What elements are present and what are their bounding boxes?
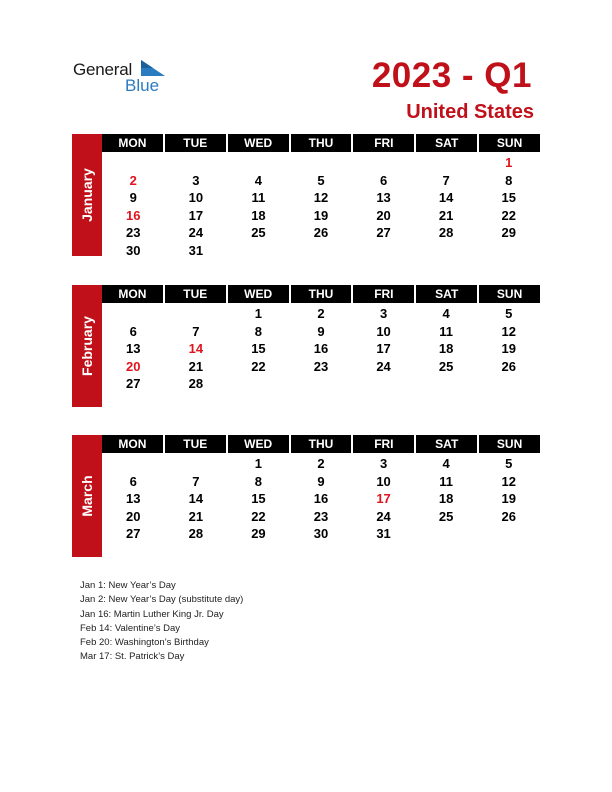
day-cell: 8 bbox=[254, 323, 263, 339]
day-cell: 18 bbox=[438, 491, 454, 507]
day-cell: 19 bbox=[501, 341, 516, 357]
day-cell: 24 bbox=[188, 225, 204, 241]
day-cell: 5 bbox=[317, 172, 325, 188]
day-cell: 11 bbox=[439, 323, 453, 339]
day-cell: 18 bbox=[251, 207, 266, 223]
holiday-notes bbox=[80, 579, 243, 665]
weekday-sun: SUN bbox=[479, 285, 540, 303]
weekday-sat: SAT bbox=[416, 435, 477, 453]
day-cell: 29 bbox=[251, 526, 266, 542]
weekday-thu: THU bbox=[291, 134, 352, 152]
weekday-wed: WED bbox=[228, 435, 289, 453]
day-cell: 7 bbox=[192, 323, 200, 339]
day-cell: 6 bbox=[129, 323, 137, 339]
day-cell: 14 bbox=[188, 341, 204, 357]
weekday-tue: TUE bbox=[165, 435, 226, 453]
brand-logo bbox=[73, 58, 173, 98]
weekday-sat: SAT bbox=[416, 134, 477, 152]
day-cell: 4 bbox=[442, 306, 450, 321]
day-cell: 23 bbox=[126, 225, 141, 241]
day-cell: 22 bbox=[251, 508, 266, 524]
day-grid bbox=[102, 154, 540, 260]
empty-day-cell bbox=[352, 375, 415, 393]
empty-day-cell bbox=[227, 154, 290, 172]
page-title: 2023 - Q1 bbox=[371, 56, 532, 95]
weekday-wed: WED bbox=[228, 134, 289, 152]
day-cell: 23 bbox=[313, 508, 329, 524]
holiday-note: Jan 16: Martin Luther King Jr. Day bbox=[80, 608, 224, 620]
day-grid bbox=[102, 305, 540, 393]
day-cell: 4 bbox=[254, 172, 263, 188]
empty-day-cell bbox=[415, 525, 478, 543]
day-cell: 17 bbox=[188, 207, 204, 223]
day-grid bbox=[102, 455, 540, 543]
day-cell: 15 bbox=[501, 190, 516, 206]
weekday-fri: FRI bbox=[353, 435, 414, 453]
day-cell: 3 bbox=[379, 306, 388, 321]
day-cell: 21 bbox=[188, 358, 204, 374]
day-cell: 25 bbox=[438, 358, 454, 374]
day-cell: 17 bbox=[376, 491, 391, 507]
day-cell: 26 bbox=[313, 225, 329, 241]
day-cell: 25 bbox=[251, 225, 266, 241]
day-cell: 29 bbox=[501, 225, 516, 241]
day-cell: 23 bbox=[313, 358, 329, 374]
flag-icon bbox=[141, 60, 165, 76]
weekday-sun: SUN bbox=[479, 435, 540, 453]
day-cell: 21 bbox=[438, 207, 454, 223]
day-cell: 2 bbox=[317, 456, 325, 471]
holiday-note: Jan 1: New Year’s Day bbox=[80, 580, 176, 591]
day-cell: 9 bbox=[317, 473, 325, 489]
day-cell: 14 bbox=[188, 491, 204, 507]
month-label-bar bbox=[72, 134, 102, 256]
weekday-header bbox=[102, 435, 540, 453]
day-cell: 4 bbox=[442, 456, 450, 471]
empty-day-cell bbox=[477, 525, 540, 543]
weekday-header bbox=[102, 285, 540, 303]
day-cell: 13 bbox=[126, 341, 141, 357]
weekday-wed: WED bbox=[228, 285, 289, 303]
day-cell: 13 bbox=[376, 190, 391, 206]
weekday-fri: FRI bbox=[353, 285, 414, 303]
weekday-mon: MON bbox=[102, 435, 163, 453]
day-cell: 7 bbox=[442, 172, 450, 188]
empty-day-cell bbox=[290, 375, 353, 393]
empty-day-cell bbox=[102, 455, 165, 473]
month-label-bar bbox=[72, 285, 102, 407]
day-cell: 24 bbox=[376, 358, 391, 374]
empty-day-cell bbox=[352, 242, 415, 260]
day-cell: 12 bbox=[501, 323, 516, 339]
day-cell: 31 bbox=[188, 242, 204, 258]
empty-day-cell bbox=[415, 242, 478, 260]
day-cell: 17 bbox=[376, 341, 391, 357]
weekday-mon: MON bbox=[102, 134, 163, 152]
empty-day-cell bbox=[102, 154, 165, 172]
holiday-note: Feb 14: Valentine’s Day bbox=[80, 622, 180, 634]
day-cell: 22 bbox=[251, 358, 266, 374]
day-cell: 1 bbox=[254, 456, 263, 471]
day-cell: 2 bbox=[317, 306, 325, 321]
day-cell: 30 bbox=[126, 242, 141, 258]
day-cell: 28 bbox=[438, 225, 454, 241]
brand-name-blue: Blue bbox=[125, 76, 160, 95]
day-cell: 5 bbox=[505, 306, 513, 321]
weekday-mon: MON bbox=[102, 285, 163, 303]
day-cell: 19 bbox=[313, 207, 329, 223]
empty-day-cell bbox=[477, 375, 540, 393]
day-cell: 20 bbox=[126, 508, 141, 524]
day-cell: 30 bbox=[313, 526, 329, 542]
weekday-fri: FRI bbox=[353, 134, 414, 152]
day-cell: 28 bbox=[188, 526, 204, 542]
brand-name-general: General bbox=[73, 60, 133, 79]
day-cell: 24 bbox=[376, 508, 391, 524]
day-cell: 20 bbox=[376, 207, 391, 223]
day-cell: 19 bbox=[501, 491, 516, 507]
day-cell: 9 bbox=[129, 190, 137, 206]
empty-day-cell bbox=[477, 242, 540, 260]
day-cell: 13 bbox=[126, 491, 141, 507]
month-label-bar bbox=[72, 435, 102, 557]
day-cell: 1 bbox=[505, 155, 513, 170]
weekday-thu: THU bbox=[291, 435, 352, 453]
day-cell: 15 bbox=[251, 491, 266, 507]
day-cell: 21 bbox=[188, 508, 204, 524]
day-cell: 26 bbox=[501, 508, 516, 524]
day-cell: 15 bbox=[251, 341, 266, 357]
day-cell: 6 bbox=[379, 172, 388, 188]
weekday-tue: TUE bbox=[165, 134, 226, 152]
month-name: February bbox=[79, 316, 95, 376]
day-cell: 27 bbox=[126, 376, 141, 392]
empty-day-cell bbox=[290, 154, 353, 172]
day-cell: 6 bbox=[129, 473, 137, 489]
day-cell: 2 bbox=[129, 172, 137, 188]
day-cell: 8 bbox=[505, 172, 513, 188]
holiday-note: Jan 2: New Year’s Day (substitute day) bbox=[80, 594, 244, 606]
day-cell: 14 bbox=[438, 190, 454, 206]
month-name: January bbox=[79, 168, 95, 222]
day-cell: 11 bbox=[251, 190, 266, 206]
empty-day-cell bbox=[165, 455, 228, 473]
weekday-tue: TUE bbox=[165, 285, 226, 303]
day-cell: 3 bbox=[379, 456, 388, 471]
day-cell: 9 bbox=[317, 323, 325, 339]
day-cell: 12 bbox=[501, 473, 516, 489]
day-cell: 27 bbox=[126, 526, 141, 542]
day-cell: 3 bbox=[192, 172, 200, 188]
day-cell: 20 bbox=[126, 358, 141, 374]
day-cell: 10 bbox=[376, 323, 391, 339]
day-cell: 16 bbox=[313, 491, 329, 507]
empty-day-cell bbox=[165, 154, 228, 172]
holiday-note: Feb 20: Washington’s Birthday bbox=[80, 637, 209, 649]
month-name: March bbox=[79, 475, 95, 517]
empty-day-cell bbox=[102, 305, 165, 323]
day-cell: 1 bbox=[254, 306, 263, 321]
empty-day-cell bbox=[352, 154, 415, 172]
day-cell: 28 bbox=[188, 376, 204, 392]
day-cell: 26 bbox=[501, 358, 516, 374]
empty-day-cell bbox=[290, 242, 353, 260]
day-cell: 5 bbox=[505, 456, 513, 471]
day-cell: 16 bbox=[313, 341, 329, 357]
weekday-sat: SAT bbox=[416, 285, 477, 303]
day-cell: 31 bbox=[376, 526, 391, 542]
day-cell: 8 bbox=[254, 473, 263, 489]
weekday-header bbox=[102, 134, 540, 152]
day-cell: 25 bbox=[438, 508, 454, 524]
day-cell: 10 bbox=[188, 190, 204, 206]
country-label: United States bbox=[406, 101, 534, 123]
day-cell: 11 bbox=[439, 473, 453, 489]
weekday-sun: SUN bbox=[479, 134, 540, 152]
weekday-thu: THU bbox=[291, 285, 352, 303]
day-cell: 22 bbox=[501, 207, 516, 223]
day-cell: 27 bbox=[376, 225, 391, 241]
day-cell: 18 bbox=[438, 341, 454, 357]
day-cell: 7 bbox=[192, 473, 200, 489]
empty-day-cell bbox=[165, 305, 228, 323]
empty-day-cell bbox=[415, 375, 478, 393]
empty-day-cell bbox=[227, 242, 290, 260]
empty-day-cell bbox=[227, 375, 290, 393]
empty-day-cell bbox=[415, 154, 478, 172]
day-cell: 10 bbox=[376, 473, 391, 489]
holiday-note: Mar 17: St. Patrick’s Day bbox=[80, 651, 185, 663]
day-cell: 16 bbox=[126, 207, 141, 223]
day-cell: 12 bbox=[313, 190, 329, 206]
